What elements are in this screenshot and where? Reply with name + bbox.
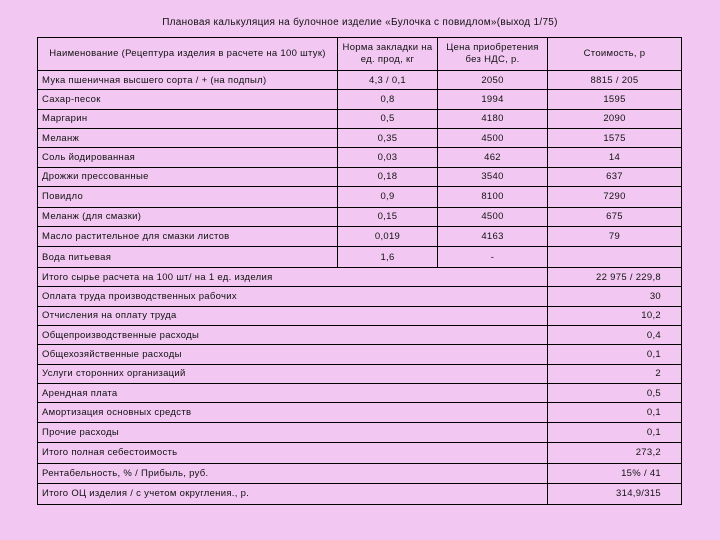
total-label: Итого сырье расчета на 100 шт/ на 1 ед. изделия [38, 267, 548, 286]
document-title: Плановая калькуляция на булочное изделие «Булочка с повидлом»(выход 1/75) [162, 17, 558, 28]
ingredient-cost: 79 [548, 226, 682, 247]
ingredient-price: 8100 [438, 187, 548, 208]
total-row [38, 306, 682, 325]
header-cost: Стоимость, р [548, 38, 682, 71]
ingredient-cost: 8815 / 205 [548, 71, 682, 90]
ingredient-row [38, 187, 682, 208]
ingredient-cost: 14 [548, 148, 682, 167]
header-norm: Норма закладки на ед. прод, кг [338, 38, 438, 71]
total-row [38, 287, 682, 306]
ingredient-row [38, 109, 682, 128]
header-row [38, 38, 682, 71]
total-label: Арендная плата [38, 383, 548, 402]
total-label: Рентабельность, % / Прибыль, руб. [38, 463, 548, 484]
total-label: Амортизация основных средств [38, 403, 548, 422]
ingredient-cost: 2090 [548, 109, 682, 128]
total-value: 0,1 [548, 403, 682, 422]
ingredient-norm: 0,8 [338, 90, 438, 109]
ingredient-row [38, 90, 682, 109]
total-label: Итого полная себестоимость [38, 443, 548, 464]
total-value: 273,2 [548, 443, 682, 464]
ingredient-cost: 637 [548, 167, 682, 186]
ingredient-name: Меланж [38, 129, 338, 148]
total-row [38, 422, 682, 443]
ingredient-price: - [438, 247, 548, 268]
ingredient-cost: 1595 [548, 90, 682, 109]
ingredient-row [38, 71, 682, 90]
ingredient-price: 4163 [438, 226, 548, 247]
ingredient-norm: 4,3 / 0,1 [338, 71, 438, 90]
ingredient-name: Мука пшеничная высшего сорта / + (на подпыл) [38, 71, 338, 90]
ingredient-name: Вода питьевая [38, 247, 338, 268]
ingredient-norm: 0,019 [338, 226, 438, 247]
ingredient-norm: 0,18 [338, 167, 438, 186]
total-row [38, 443, 682, 464]
ingredient-row [38, 247, 682, 268]
total-value: 0,5 [548, 383, 682, 402]
total-row [38, 267, 682, 286]
costing-table [37, 37, 682, 505]
ingredient-norm: 0,03 [338, 148, 438, 167]
total-row [38, 364, 682, 383]
total-value: 0,1 [548, 422, 682, 443]
ingredient-name: Соль йодированная [38, 148, 338, 167]
total-row [38, 403, 682, 422]
ingredient-name: Сахар-песок [38, 90, 338, 109]
header-price: Цена приобретения без НДС, р. [438, 38, 548, 71]
total-label: Отчисления на оплату труда [38, 306, 548, 325]
ingredient-price: 2050 [438, 71, 548, 90]
ingredient-cost: 675 [548, 207, 682, 226]
ingredient-row [38, 129, 682, 148]
ingredient-price: 4500 [438, 129, 548, 148]
ingredient-row [38, 226, 682, 247]
ingredient-norm: 0,35 [338, 129, 438, 148]
totals-section [38, 267, 682, 504]
ingredient-price: 4180 [438, 109, 548, 128]
ingredient-norm: 0,9 [338, 187, 438, 208]
ingredients-section [38, 71, 682, 268]
header-name: Наименование (Рецептура изделия в расчете на 100 штук) [38, 38, 338, 71]
total-label: Прочие расходы [38, 422, 548, 443]
total-row [38, 345, 682, 364]
total-label: Оплата труда производственных рабочих [38, 287, 548, 306]
ingredient-price: 4500 [438, 207, 548, 226]
ingredient-name: Дрожжи прессованные [38, 167, 338, 186]
ingredient-cost: 1575 [548, 129, 682, 148]
ingredient-row [38, 207, 682, 226]
total-label: Общепроизводственные расходы [38, 325, 548, 344]
ingredient-name: Масло растительное для смазки листов [38, 226, 338, 247]
total-value: 0,1 [548, 345, 682, 364]
total-value: 15% / 41 [548, 463, 682, 484]
total-row [38, 325, 682, 344]
ingredient-row [38, 148, 682, 167]
total-row [38, 383, 682, 402]
total-label: Итого ОЦ изделия / с учетом округления., р. [38, 484, 548, 505]
total-value: 2 [548, 364, 682, 383]
ingredient-name: Повидло [38, 187, 338, 208]
ingredient-price: 3540 [438, 167, 548, 186]
total-row [38, 484, 682, 505]
total-label: Общехозяйственные расходы [38, 345, 548, 364]
ingredient-cost: 7290 [548, 187, 682, 208]
ingredient-name: Меланж (для смазки) [38, 207, 338, 226]
ingredient-price: 462 [438, 148, 548, 167]
total-value: 22 975 / 229,8 [548, 267, 682, 286]
total-row [38, 463, 682, 484]
ingredient-norm: 0,5 [338, 109, 438, 128]
ingredient-price: 1994 [438, 90, 548, 109]
total-label: Услуги сторонних организаций [38, 364, 548, 383]
total-value: 10,2 [548, 306, 682, 325]
total-value: 0,4 [548, 325, 682, 344]
ingredient-name: Маргарин [38, 109, 338, 128]
ingredient-cost [548, 247, 682, 268]
ingredient-row [38, 167, 682, 186]
ingredient-norm: 1,6 [338, 247, 438, 268]
total-value: 30 [548, 287, 682, 306]
total-value: 314,9/315 [548, 484, 682, 505]
ingredient-norm: 0,15 [338, 207, 438, 226]
